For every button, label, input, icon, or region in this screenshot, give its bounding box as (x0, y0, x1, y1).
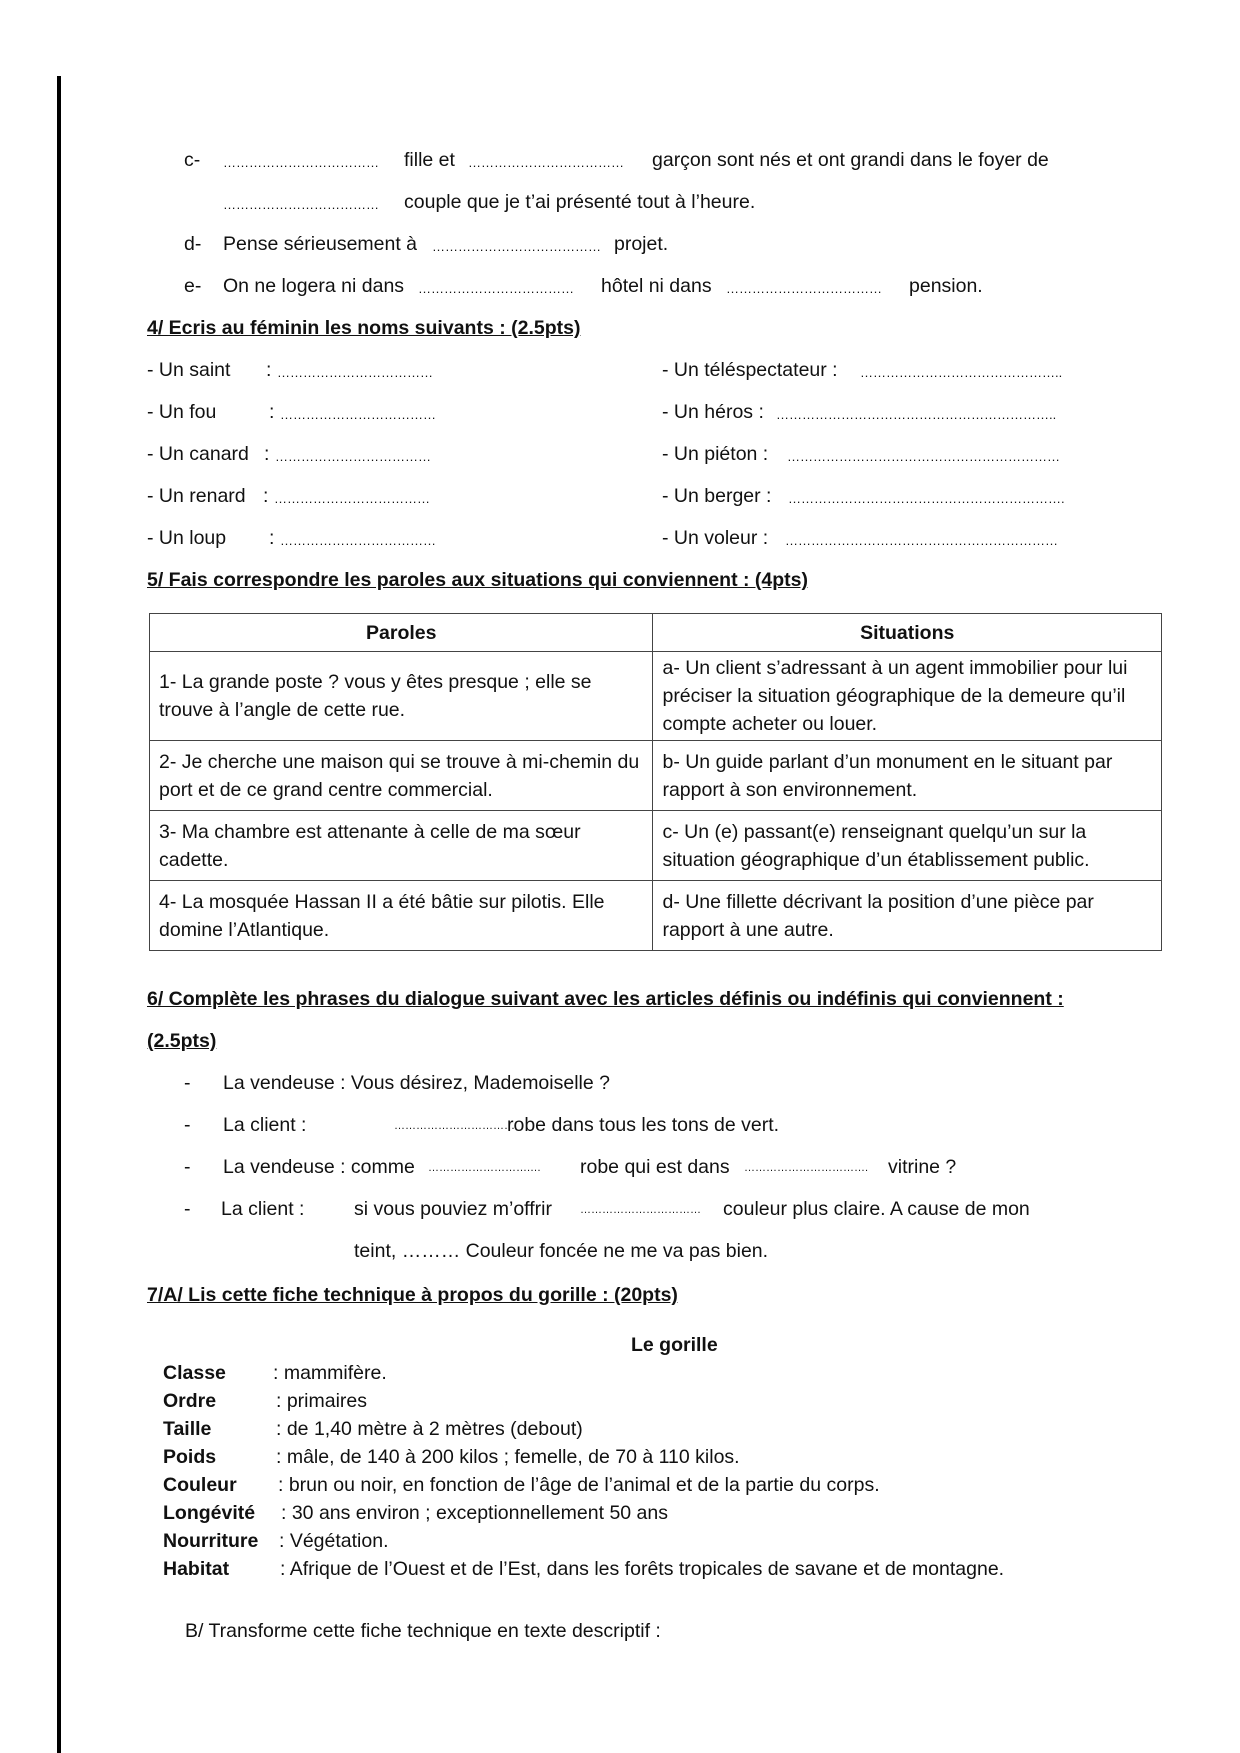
fiche-label-habitat: Habitat (163, 1558, 230, 1580)
table-row (150, 881, 1162, 951)
dialogue-line-4-text-1: La client : (221, 1198, 305, 1220)
blank-d[interactable]: ………………………………… (432, 239, 601, 254)
feminine-left-blank-2[interactable]: ……………………………… (280, 407, 436, 422)
dialogue-dash: - (184, 1156, 191, 1178)
feminine-left-blank-4[interactable]: ……………………………… (274, 491, 430, 506)
blank-c-2[interactable]: ……………………………… (468, 155, 624, 170)
exercise-7b-instruction: B/ Transforme cette fiche technique en texte descriptif : (185, 1620, 661, 1642)
table-row (150, 811, 1162, 881)
fiche-value-habitat: : Afrique de l’Ouest et de l’Est, dans les forêts tropicales de savane et de montagne. (280, 1558, 1005, 1580)
table-row (150, 741, 1162, 811)
feminine-right-label-3: - Un piéton : (662, 443, 769, 465)
feminine-left-label-1: - Un saint (147, 359, 231, 381)
matching-table (149, 613, 1162, 951)
feminine-left-colon-5: : (269, 527, 275, 549)
dialogue-line-2-text-2: robe dans tous les tons de vert. (507, 1114, 780, 1136)
item-c-text-3: couple que je t’ai présenté tout à l’heure. (404, 191, 756, 213)
fiche-value-poids: : mâle, de 140 à 200 kilos ; femelle, de 70 à 110 kilos. (276, 1446, 740, 1468)
fiche-label-taille: Taille (163, 1418, 212, 1440)
dialogue-blank-2[interactable]: …………………………… (394, 1120, 515, 1132)
feminine-left-colon-2: : (269, 401, 275, 423)
parole-cell: 3- Ma chambre est attenante à celle de ma sœur cadette. (150, 811, 653, 881)
item-e-text-1: On ne logera ni dans (223, 275, 405, 297)
fiche-value-couleur: : brun ou noir, en fonction de l’âge de l’animal et de la partie du corps. (278, 1474, 880, 1496)
fiche-label-nourriture: Nourriture (163, 1530, 259, 1552)
item-e-text-2: hôtel ni dans (601, 275, 712, 297)
exercise-6-heading-points: (2.5pts) (147, 1030, 217, 1052)
situation-cell: c- Un (e) passant(e) renseignant quelqu’un sur la situation géographique d’un établissement public. (653, 811, 1162, 881)
column-header-paroles: Paroles (150, 614, 653, 652)
dialogue-dash: - (184, 1072, 191, 1094)
dialogue-blank-4[interactable]: …………………………… (580, 1204, 701, 1216)
fiche-title: Le gorille (631, 1334, 718, 1356)
dialogue-line-1: La vendeuse : Vous désirez, Mademoiselle ? (223, 1072, 610, 1094)
fiche-value-ordre: : primaires (276, 1390, 368, 1412)
dialogue-line-3-text-3: vitrine ? (888, 1156, 957, 1178)
parole-cell: 4- La mosquée Hassan II a été bâtie sur pilotis. Elle domine l’Atlantique. (150, 881, 653, 951)
table-row (150, 652, 1162, 741)
dialogue-dash: - (184, 1114, 191, 1136)
exercise-6-heading: 6/ Complète les phrases du dialogue suivant avec les articles définis ou indéfinis qui conviennent : (147, 988, 1064, 1010)
fiche-label-longevite: Longévité (163, 1502, 256, 1524)
feminine-left-colon-3: : (264, 443, 270, 465)
feminine-right-blank-2[interactable]: ……………………………………………………….. (776, 407, 1057, 422)
feminine-right-blank-5[interactable]: ……………………………………………………… (785, 533, 1058, 548)
item-e-text-3: pension. (909, 275, 983, 297)
item-d-label: d- (184, 233, 202, 255)
exercise-7-heading: 7/A/ Lis cette fiche technique à propos du gorille : (20pts) (147, 1284, 678, 1306)
column-header-situations: Situations (653, 614, 1162, 652)
matching-table-header (150, 614, 1162, 652)
parole-cell: 2- Je cherche une maison qui se trouve à mi-chemin du port et de ce grand centre commercial. (150, 741, 653, 811)
feminine-right-label-5: - Un voleur : (662, 527, 769, 549)
fiche-value-taille: : de 1,40 mètre à 2 mètres (debout) (276, 1418, 583, 1440)
feminine-left-blank-5[interactable]: ……………………………… (280, 533, 436, 548)
feminine-right-label-2: - Un héros : (662, 401, 764, 423)
feminine-left-label-2: - Un fou (147, 401, 217, 423)
item-c-text-2: garçon sont nés et ont grandi dans le foyer de (652, 149, 1049, 171)
feminine-right-blank-1[interactable]: ……………………………………….. (860, 365, 1063, 380)
situation-cell: d- Une fillette décrivant la position d’une pièce par rapport à une autre. (653, 881, 1162, 951)
dialogue-blank-3b[interactable]: ……………………………. (744, 1162, 869, 1174)
feminine-right-label-1: - Un téléspectateur : (662, 359, 838, 381)
feminine-left-label-3: - Un canard (147, 443, 249, 465)
feminine-left-colon-4: : (263, 485, 269, 507)
page-left-margin-bar (57, 76, 61, 1753)
feminine-left-label-4: - Un renard (147, 485, 246, 507)
fiche-label-couleur: Couleur (163, 1474, 237, 1496)
dialogue-line-4-text-3: couleur plus claire. A cause de mon (723, 1198, 1030, 1220)
dialogue-line-4-text-2: si vous pouviez m’offrir (354, 1198, 552, 1220)
item-e-label: e- (184, 275, 202, 297)
parole-cell: 1- La grande poste ? vous y êtes presque ; elle se trouve à l’angle de cette rue. (150, 652, 653, 741)
situation-cell: a- Un client s’adressant à un agent immobilier pour lui préciser la situation géographique de la demeure qu’il compte acheter ou louer. (653, 652, 1162, 741)
item-d-text-2: projet. (614, 233, 669, 255)
fiche-label-poids: Poids (163, 1446, 217, 1468)
dialogue-line-2-text-1: La client : (223, 1114, 307, 1136)
dialogue-line-5: teint, ……… Couleur foncée ne me va pas bien. (354, 1240, 769, 1262)
dialogue-dash: - (184, 1198, 191, 1220)
feminine-right-label-4: - Un berger : (662, 485, 772, 507)
feminine-left-blank-3[interactable]: ……………………………… (275, 449, 431, 464)
blank-c-1[interactable]: ……………………………… (223, 155, 379, 170)
dialogue-line-3-text-2: robe qui est dans (580, 1156, 730, 1178)
fiche-label-ordre: Ordre (163, 1390, 217, 1412)
feminine-left-label-5: - Un loup (147, 527, 227, 549)
feminine-left-colon-1: : (266, 359, 272, 381)
fiche-value-classe: : mammifère. (273, 1362, 387, 1384)
feminine-right-blank-3[interactable]: ……………………………………………………… (787, 449, 1060, 464)
fiche-value-longevite: : 30 ans environ ; exceptionnellement 50 ans (281, 1502, 669, 1524)
item-d-text-1: Pense sérieusement à (223, 233, 418, 255)
dialogue-line-3-text-1: La vendeuse : comme (223, 1156, 415, 1178)
blank-e-1[interactable]: ……………………………… (418, 281, 574, 296)
item-c-label: c- (184, 149, 201, 171)
dialogue-blank-3a[interactable]: ……………………….… (428, 1162, 542, 1174)
fiche-value-nourriture: : Végétation. (279, 1530, 389, 1552)
feminine-left-blank-1[interactable]: ……………………………… (277, 365, 433, 380)
exercise-5-heading: 5/ Fais correspondre les paroles aux situations qui conviennent : (4pts) (147, 569, 808, 591)
situation-cell: b- Un guide parlant d’un monument en le situant par rapport à son environnement. (653, 741, 1162, 811)
blank-c-3[interactable]: ……………………………… (223, 197, 379, 212)
exercise-4-heading: 4/ Ecris au féminin les noms suivants : (2.5pts) (147, 317, 581, 339)
fiche-label-classe: Classe (163, 1362, 226, 1384)
feminine-right-blank-4[interactable]: ………………………………………………………. (788, 491, 1065, 506)
item-c-text-1: fille et (404, 149, 455, 171)
blank-e-2[interactable]: ……………………………… (726, 281, 882, 296)
